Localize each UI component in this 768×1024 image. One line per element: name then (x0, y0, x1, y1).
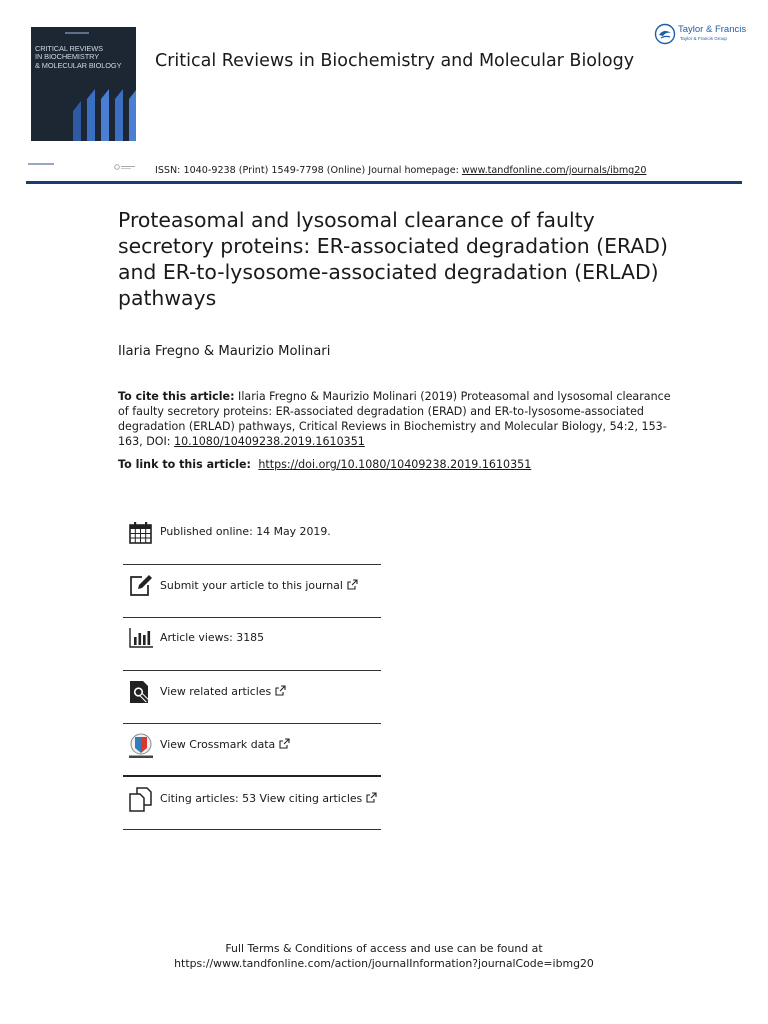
header-mini-mark-center (114, 164, 136, 170)
info-row-citing[interactable] (123, 777, 381, 830)
article-doi-url-link[interactable]: https://doi.org/10.1080/10409238.2019.1610351 (258, 458, 532, 471)
external-link-icon (279, 738, 290, 749)
external-link-icon (366, 792, 377, 803)
cover-title (35, 45, 135, 70)
info-row-related[interactable] (123, 671, 381, 724)
header-rule (26, 181, 742, 184)
cover-top-line (65, 32, 89, 34)
terms-footer-url[interactable]: https://www.tandfonline.com/action/journalInformation?journalCode=ibmg20 (174, 956, 594, 970)
citing-articles-icon (128, 786, 154, 812)
citation-text: Ilaria Fregno & Maurizio Molinari (2019) Proteasomal and lysosomal clearance of faulty secretory proteins: ER-associated degradation (ERAD) and ER-to-lysosome-associated degradation (ERLAD) pathways, Critical Reviews in Biochemistry and Molecular Biology, 54:2, 153-163, DOI: (118, 390, 671, 448)
crossmark-link[interactable] (160, 738, 290, 751)
journal-cover-image (31, 27, 136, 141)
article-link-label: To link to this article: (118, 458, 255, 471)
article-authors: Ilaria Fregno & Maurizio Molinari (118, 344, 331, 359)
bar-chart-icon (128, 625, 154, 651)
publisher-logo[interactable] (654, 22, 746, 48)
cover-title-line-2: IN BIOCHEMISTRY (35, 52, 100, 62)
article-title: Proteasomal and lysosomal clearance of faulty secretory proteins: ER-associated degradation (ERAD) and ER-to-lysosome-associated degradation (ERLAD) pathways (118, 208, 668, 310)
crossmark-label: View Crossmark data (160, 738, 276, 751)
related-articles-label: View related articles (160, 685, 272, 698)
header-mini-mark-left (28, 163, 54, 165)
issn-text: ISSN: 1040-9238 (Print) 1549-7798 (Online) Journal homepage: (155, 165, 462, 176)
external-link-icon (275, 685, 286, 696)
article-info-list (123, 512, 381, 830)
publisher-group: Taylor & Francis Group (680, 36, 727, 41)
citation-doi-link[interactable]: 10.1080/10409238.2019.1610351 (174, 435, 365, 448)
external-link-icon (347, 579, 358, 590)
info-row-crossmark[interactable] (123, 724, 381, 777)
calendar-icon (128, 520, 154, 546)
edit-icon (128, 573, 154, 599)
terms-footer (0, 942, 768, 971)
info-row-published (123, 512, 381, 565)
info-row-submit[interactable] (123, 565, 381, 618)
search-document-icon (128, 679, 154, 705)
cover-stripes (31, 79, 136, 141)
related-articles-link[interactable] (160, 685, 286, 698)
journal-name[interactable]: Critical Reviews in Biochemistry and Molecular Biology (155, 51, 635, 71)
citation-label: To cite this article: (118, 390, 235, 403)
publisher-name: Taylor & Francis (678, 24, 747, 35)
crossmark-icon (128, 733, 154, 759)
citing-articles-label: Citing articles: 53 View citing articles (160, 792, 363, 805)
citing-articles-link[interactable] (160, 792, 377, 805)
article-views-text: Article views: 3185 (160, 631, 264, 644)
issn-line (155, 165, 646, 176)
submit-article-label: Submit your article to this journal (160, 579, 343, 592)
article-link-line (118, 458, 531, 471)
published-online-text: Published online: 14 May 2019. (160, 525, 331, 538)
info-row-views (123, 618, 381, 671)
terms-footer-line-1: Full Terms & Conditions of access and use can be found at (225, 942, 543, 955)
cover-title-line-1: CRITICAL REVIEWS (35, 44, 103, 53)
cover-title-line-3: & MOLECULAR BIOLOGY (35, 60, 122, 70)
citation-block (118, 389, 678, 449)
taylor-francis-logo-icon (654, 23, 676, 45)
journal-homepage-link[interactable]: www.tandfonline.com/journals/ibmg20 (461, 165, 647, 176)
submit-article-link[interactable] (160, 579, 358, 592)
